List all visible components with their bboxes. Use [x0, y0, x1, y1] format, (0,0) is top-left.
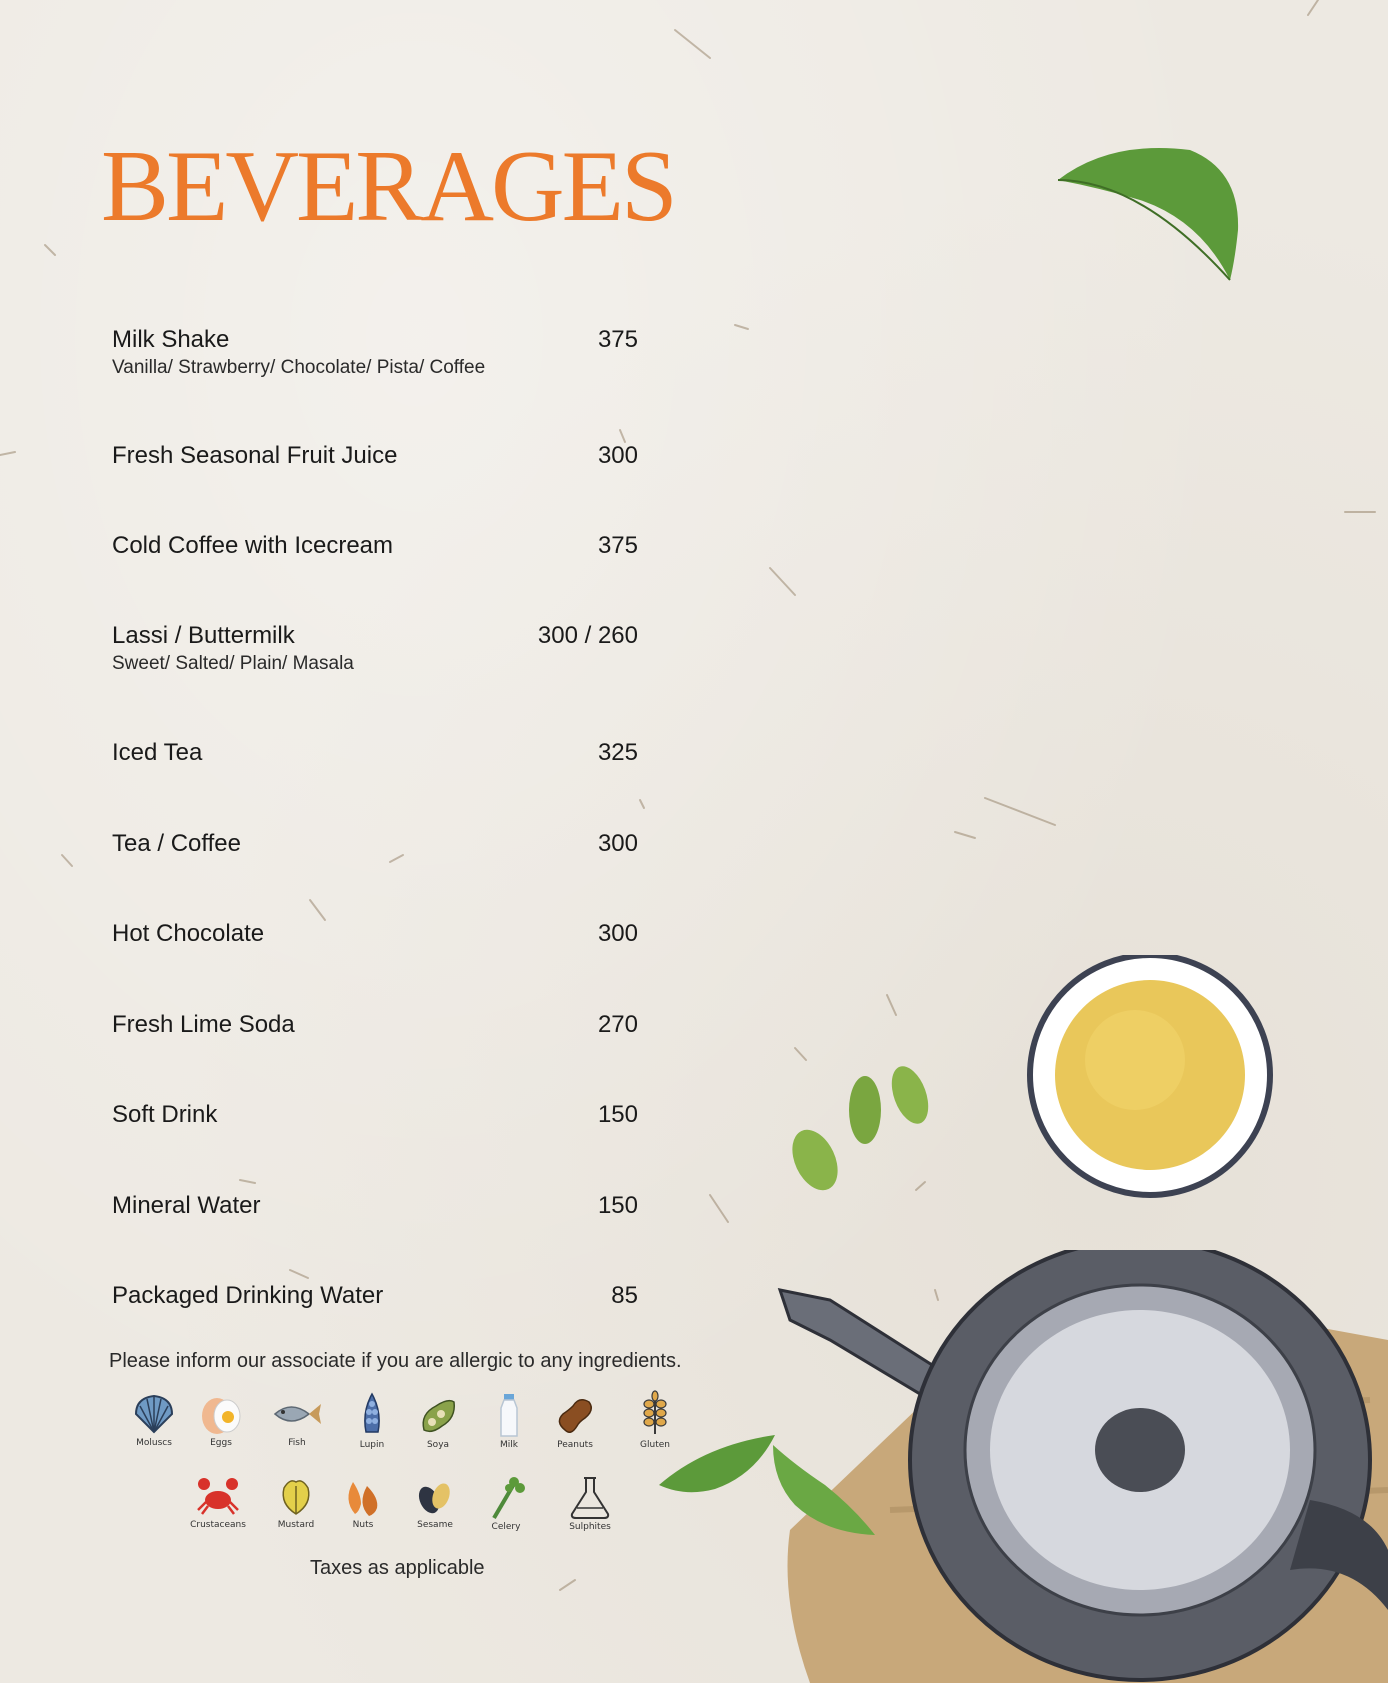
- item-price: 300: [597, 920, 638, 947]
- item-name: Fresh Seasonal Fruit Juice: [112, 442, 398, 469]
- allergen-label: Celery: [491, 1522, 521, 1532]
- item-name: Tea / Coffee: [112, 830, 241, 857]
- allergen-crustaceans: [183, 1474, 253, 1530]
- item-name: Fresh Lime Soda: [112, 1011, 295, 1038]
- taxes-note: Taxes as applicable: [310, 1557, 485, 1579]
- allergen-label: Lupin: [359, 1440, 385, 1450]
- item-price: 375: [597, 326, 638, 353]
- allergen-label: Moluscs: [136, 1438, 172, 1448]
- lupin-icon: [348, 1392, 396, 1438]
- item-name: Milk Shake: [112, 326, 230, 353]
- allergen-nuts: [328, 1474, 398, 1530]
- allergen-celery: [471, 1474, 541, 1532]
- item-options: Sweet/ Salted/ Plain/ Masala: [112, 653, 354, 674]
- allergen-moluscs: [119, 1392, 189, 1448]
- peanut-icon: [551, 1392, 599, 1438]
- sesame-icon: [411, 1474, 459, 1518]
- item-name: Soft Drink: [112, 1101, 218, 1128]
- allergen-label: Peanuts: [557, 1440, 593, 1450]
- item-price: 85: [611, 1282, 638, 1309]
- egg-icon: [197, 1392, 245, 1436]
- allergen-label: Crustaceans: [190, 1520, 246, 1530]
- allergen-sesame: [400, 1474, 470, 1530]
- item-name: Iced Tea: [112, 739, 203, 766]
- item-price: 300 / 260: [537, 622, 638, 649]
- soya-icon: [414, 1392, 462, 1438]
- allergen-peanuts: [540, 1392, 610, 1450]
- allergen-label: Fish: [288, 1438, 306, 1448]
- allergen-label: Milk: [500, 1440, 518, 1450]
- tea-cup-illustration: [1020, 955, 1280, 1215]
- item-price: 375: [597, 532, 638, 559]
- celery-icon: [482, 1474, 530, 1520]
- allergen-fish: [262, 1392, 332, 1448]
- allergen-mustard: [261, 1474, 331, 1530]
- menu-title: BEVERAGES: [101, 130, 675, 243]
- allergen-milk: [474, 1392, 544, 1450]
- item-name: Lassi / Buttermilk: [112, 622, 295, 649]
- item-name: Cold Coffee with Icecream: [112, 532, 394, 559]
- allergen-label: Mustard: [277, 1520, 315, 1530]
- leaf-illustration: [1050, 130, 1260, 290]
- cardamom-illustration: [785, 1065, 945, 1205]
- milk-bottle-icon: [489, 1392, 529, 1438]
- allergen-eggs: [186, 1392, 256, 1448]
- item-price: 325: [597, 739, 638, 766]
- tea-leaves-illustration: [655, 1405, 905, 1545]
- almond-icon: [339, 1474, 387, 1518]
- allergen-label: Soya: [426, 1440, 450, 1450]
- item-options: Vanilla/ Strawberry/ Chocolate/ Pista/ Coffee: [112, 357, 486, 378]
- item-price: 270: [597, 1011, 638, 1038]
- item-price: 150: [597, 1101, 638, 1128]
- allergen-soya: [403, 1392, 473, 1450]
- allergen-label: Gluten: [640, 1440, 670, 1450]
- flask-icon: [566, 1474, 614, 1520]
- item-name: Mineral Water: [112, 1192, 261, 1219]
- allergy-note: Please inform our associate if you are allergic to any ingredients.: [109, 1350, 682, 1372]
- shell-icon: [130, 1392, 178, 1436]
- item-name: Hot Chocolate: [112, 920, 265, 947]
- allergen-label: Sulphites: [569, 1522, 611, 1532]
- item-name: Packaged Drinking Water: [112, 1282, 384, 1309]
- allergen-label: Eggs: [210, 1438, 232, 1448]
- mustard-icon: [272, 1474, 320, 1518]
- fish-icon: [269, 1392, 325, 1436]
- item-price: 300: [597, 442, 638, 469]
- allergen-label: Sesame: [417, 1520, 453, 1530]
- item-price: 150: [597, 1192, 638, 1219]
- item-price: 300: [597, 830, 638, 857]
- allergen-sulphites: [555, 1474, 625, 1532]
- allergen-label: Nuts: [352, 1520, 374, 1530]
- allergen-lupin: [337, 1392, 407, 1450]
- crab-icon: [194, 1474, 242, 1518]
